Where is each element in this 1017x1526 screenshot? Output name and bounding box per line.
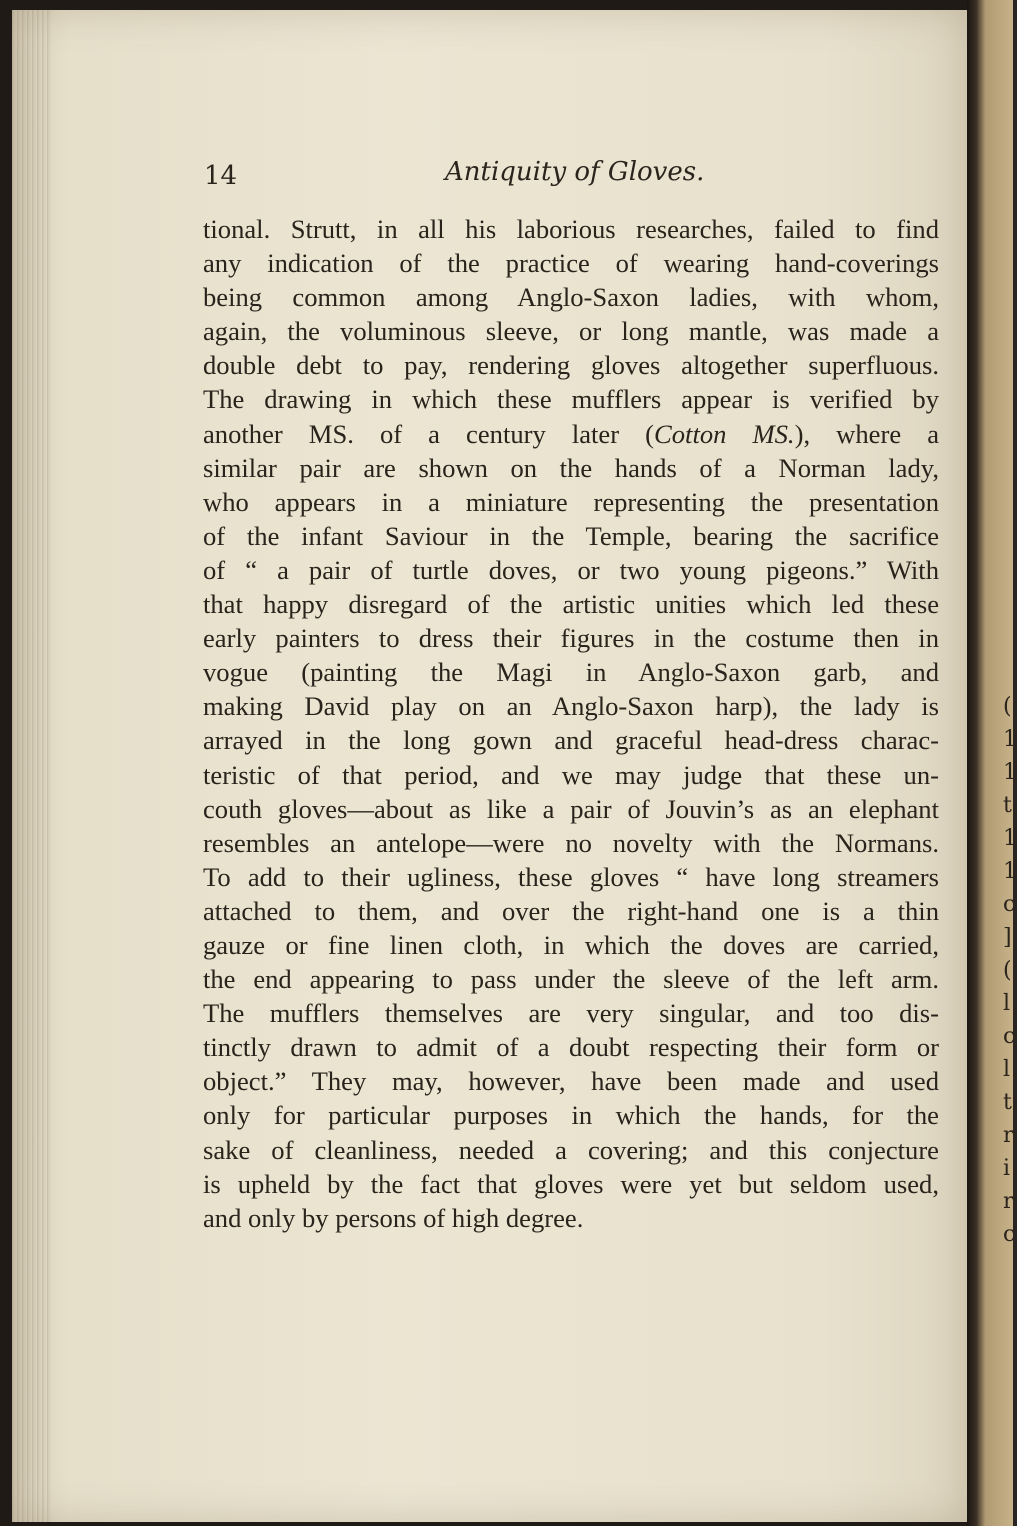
text-line: that happy disregard of the artistic unities which led these — [203, 589, 939, 620]
text-line: being common among Anglo-Saxon ladies, with whom, — [203, 282, 939, 313]
text-segment: another MS. of a century later ( — [203, 418, 655, 449]
fragment-char: c — [1003, 1222, 1016, 1247]
fragment-char: r — [1003, 1123, 1014, 1148]
fragment-char: ( — [1003, 958, 1012, 983]
fragment-char: i — [1003, 1156, 1011, 1181]
fragment-char: t — [1003, 1090, 1012, 1115]
text-line: gauze or fine linen cloth, in which the doves are carried, — [203, 929, 939, 960]
citation-italic: Cotton MS. — [654, 418, 795, 449]
fragment-char: l — [1003, 991, 1011, 1016]
text-line: only for particular purposes in which the hands, for the — [203, 1100, 939, 1131]
fragment-char: 1 — [1003, 859, 1017, 884]
text-segment: ), where a — [794, 418, 939, 449]
text-line: is upheld by the fact that gloves were yet but seldom used, — [203, 1168, 939, 1199]
running-head: Antiquity of Gloves. — [445, 157, 705, 187]
text-line: The drawing in which these mufflers appear is verified by — [203, 384, 939, 415]
text-line: who appears in a miniature representing the presentation — [203, 486, 939, 517]
text-line: making David play on an Anglo-Saxon harp), the lady is — [203, 691, 939, 722]
text-line: tinctly drawn to admit of a doubt respecting their form or — [203, 1032, 939, 1063]
fragment-char: c — [1003, 1024, 1016, 1049]
text-line: To add to their ugliness, these gloves “ have long streamers — [203, 861, 939, 892]
text-line: sake of cleanliness, needed a covering; and this conjecture — [203, 1134, 939, 1165]
text-line: vogue (painting the Magi in Anglo-Saxon garb, and — [203, 657, 939, 688]
text-line: of “ a pair of turtle doves, or two young pigeons.” With — [203, 554, 939, 585]
text-line: resembles an antelope—were no novelty with the Normans. — [203, 827, 939, 858]
fragment-char: l — [1003, 1057, 1011, 1082]
fragment-char: 1 — [1003, 760, 1017, 785]
text-line: teristic of that period, and we may judge that these un- — [203, 759, 939, 790]
text-line: any indication of the practice of wearing hand-coverings — [203, 248, 939, 279]
text-line: tional. Strutt, in all his laborious researches, failed to find — [203, 214, 939, 244]
page-number: 14 — [204, 161, 238, 191]
page-edge-stack — [12, 10, 52, 1522]
text-line: of the infant Saviour in the Temple, bearing the sacrifice — [203, 520, 939, 551]
adjacent-page-fragment — [1003, 690, 1015, 1251]
text-line: arrayed in the long gown and graceful head-dress charac- — [203, 725, 939, 756]
fragment-char: ] — [1003, 925, 1012, 950]
fragment-char: 1 — [1003, 727, 1017, 752]
text-line: object.” They may, however, have been made and used — [203, 1066, 939, 1097]
page-header — [0, 155, 1013, 195]
text-line: similar pair are shown on the hands of a Norman lady, — [203, 452, 939, 483]
fragment-char: ( — [1003, 694, 1012, 719]
text-line: early painters to dress their figures in the costume then in — [203, 623, 939, 654]
text-line: attached to them, and over the right-hand one is a thin — [203, 895, 939, 926]
text-line: couth gloves—about as like a pair of Jouvin’s as an elephant — [203, 793, 939, 824]
text-line: the end appearing to pass under the sleeve of the left arm. — [203, 964, 939, 995]
text-line — [203, 417, 939, 451]
body-text — [203, 212, 939, 1235]
text-line: The mufflers themselves are very singular, and too dis- — [203, 998, 939, 1029]
fragment-char: r — [1003, 1189, 1014, 1214]
text-line-last: and only by persons of high degree. — [203, 1202, 584, 1233]
text-line: double debt to pay, rendering gloves altogether superfluous. — [203, 350, 939, 381]
fragment-char: c — [1003, 892, 1016, 917]
text-line: again, the voluminous sleeve, or long mantle, was made a — [203, 316, 939, 347]
fragment-char: t — [1003, 793, 1012, 818]
fragment-char: 1 — [1003, 826, 1017, 851]
